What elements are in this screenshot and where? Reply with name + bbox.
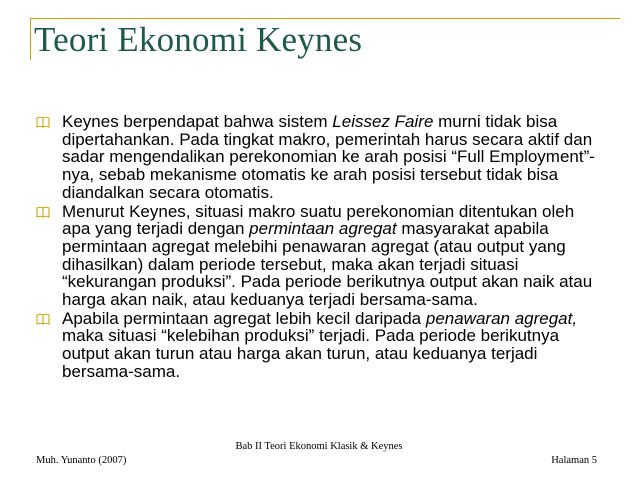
bullet-text-run: murni tidak bisa dipertahankan. Pada tingkat makro, pemerintah harus secara aktif dan sadar mengendalikan perekonomian ke arah posisi “Full Employment”-nya, sebab mekanisme otomatis ke arah posisi tersebut tidak bisa diandalkan secara otomatis. — [62, 112, 595, 202]
book-icon — [36, 313, 50, 325]
bullet-text-italic: permintaan agregat — [249, 219, 397, 239]
title-frame-top-rule — [30, 18, 620, 19]
bullet-item — [36, 310, 596, 381]
book-icon — [36, 206, 50, 218]
bullet-text-run: masyarakat apabila permintaan agregat melebihi penawaran agregat (atau output yang dihasilkan) dalam periode tersebut, maka akan terjadi situasi “kekurangan produksi”. Pada periode berikutnya output akan naik atau harga akan naik, atau keduanya terjadi bersama-sama. — [62, 219, 593, 310]
book-icon — [36, 116, 50, 128]
title-frame-left-rule — [30, 18, 31, 60]
bullet-text — [62, 310, 596, 381]
bullet-text — [62, 203, 596, 309]
bullet-text-italic: penawaran agregat, — [425, 308, 578, 328]
bullet-item — [36, 113, 596, 202]
bullet-text-run: maka situasi “kelebihan produksi” terjadi. Pada periode berikutnya output akan turun atau harga akan turun, atau keduanya terjadi bersama-sama. — [62, 326, 560, 381]
slide-title: Teori Ekonomi Keynes — [34, 20, 363, 59]
footer-author: Muh. Yunanto (2007) — [36, 455, 127, 466]
bullet-text-run: Keynes berpendapat bahwa sistem — [62, 112, 333, 131]
bullet-text-run: Apabila permintaan agregat lebih kecil daripada — [62, 308, 426, 328]
bullet-text-italic: Leissez Faire — [332, 112, 434, 131]
bullet-list — [36, 113, 596, 382]
bullet-text-run: Menurut Keynes, situasi makro suatu perekonomian ditentukan oleh apa yang terjadi dengan — [62, 201, 575, 239]
footer-chapter: Bab II Teori Ekonomi Klasik & Keynes — [235, 441, 403, 452]
bullet-text — [62, 113, 596, 202]
footer-page-number: Halaman 5 — [551, 455, 597, 466]
bullet-item — [36, 203, 596, 309]
